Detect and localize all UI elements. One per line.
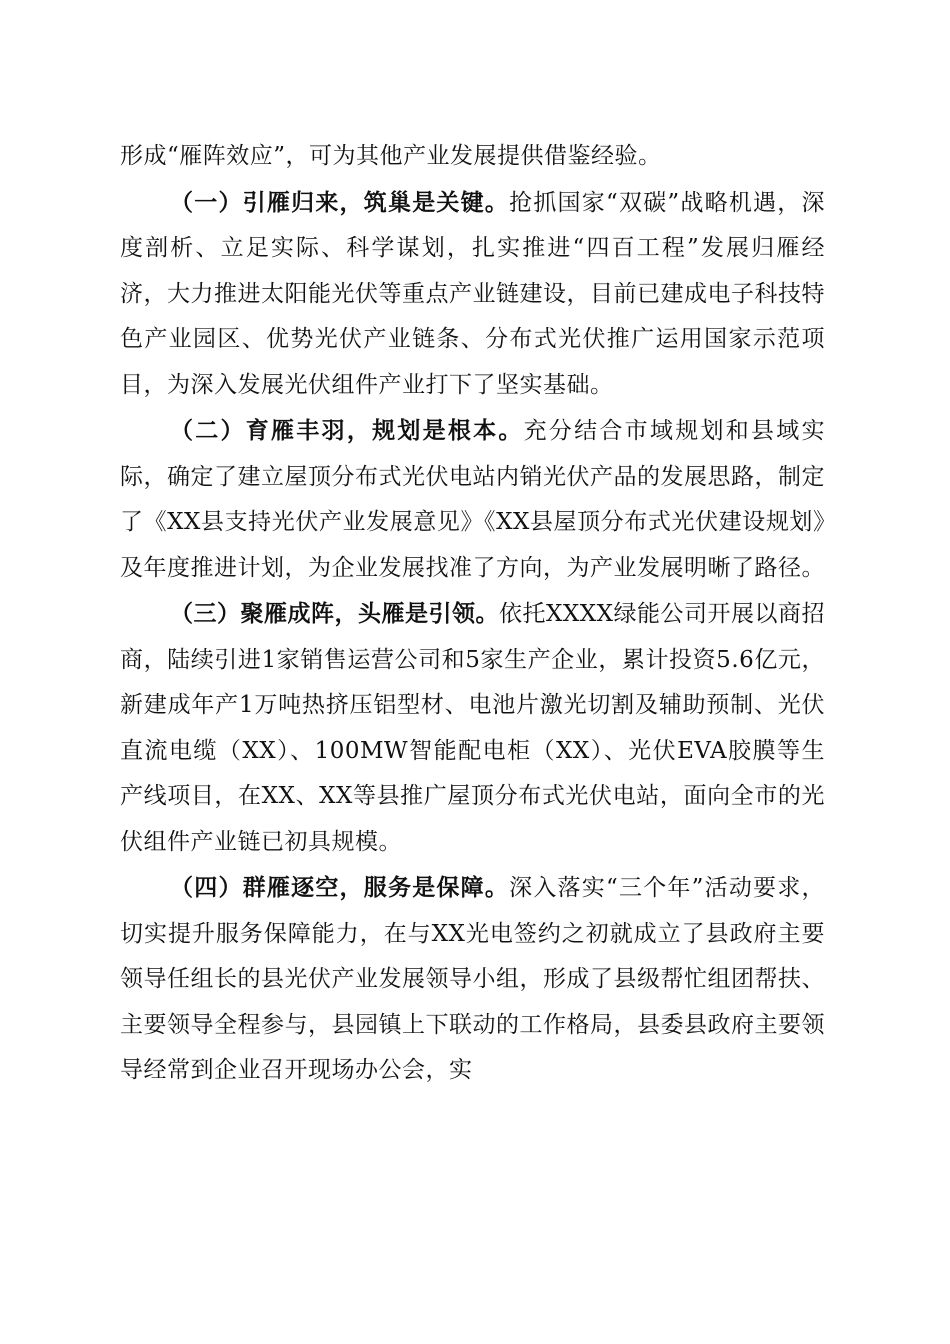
- section-paragraph-1: [120, 180, 825, 409]
- section-body-1: 抢抓国家“双碳”战略机遇，深度剖析、立足实际、科学谋划，扎实推进“四百工程”发展归雁经济，大力推进太阳能光伏等重点产业链建设，目前已建成电子科技特色产业园区、优势光伏产业链条、分布式光伏推广运用国家示范项目，为深入发展光伏组件产业打下了坚实基础。: [120, 189, 825, 398]
- section-body-4: 深入落实“三个年”活动要求，切实提升服务保障能力，在与XX光电签约之初就成立了县政府主要领导任组长的县光伏产业发展领导小组，形成了县级帮忙组团帮扶、主要领导全程参与，县园镇上下联动的工作格局，县委县政府主要领导经常到企业召开现场办公会，实: [120, 875, 825, 1083]
- section-paragraph-3: [120, 591, 825, 865]
- document-page: [120, 134, 825, 1094]
- section-heading-2: （二）育雁丰羽，规划是根本。: [170, 417, 524, 444]
- section-body-2: 充分结合市域规划和县域实际，确定了建立屋顶分布式光伏电站内销光伏产品的发展思路，制定了《XX县支持光伏产业发展意见》《XX县屋顶分布式光伏建设规划》及年度推进计划，为企业发展找准了方向，为产业发展明晰了路径。: [120, 418, 826, 581]
- section-heading-1: （一）引雁归来，筑巢是关键。: [170, 188, 510, 216]
- section-heading-4: （四）群雁逐空，服务是保障。: [170, 874, 510, 901]
- section-paragraph-4: [120, 865, 825, 1094]
- section-heading-3: （三）聚雁成阵，头雁是引领。: [170, 600, 499, 627]
- section-paragraph-2: [120, 408, 825, 591]
- intro-paragraph: 形成“雁阵效应”，可为其他产业发展提供借鉴经验。: [120, 143, 662, 169]
- section-body-3: 依托XXXX绿能公司开展以商招商，陆续引进1家销售运营公司和5家生产企业，累计投资5.6亿元，新建成年产1万吨热挤压铝型材、电池片激光切割及辅助预制、光伏直流电缆（XX）、100MW智能配电柜（XX）、光伏EVA胶膜等生产线项目，在XX、XX等县推广屋顶分布式光伏电站，面向全市的光伏组件产业链已初具规模。: [120, 601, 825, 855]
